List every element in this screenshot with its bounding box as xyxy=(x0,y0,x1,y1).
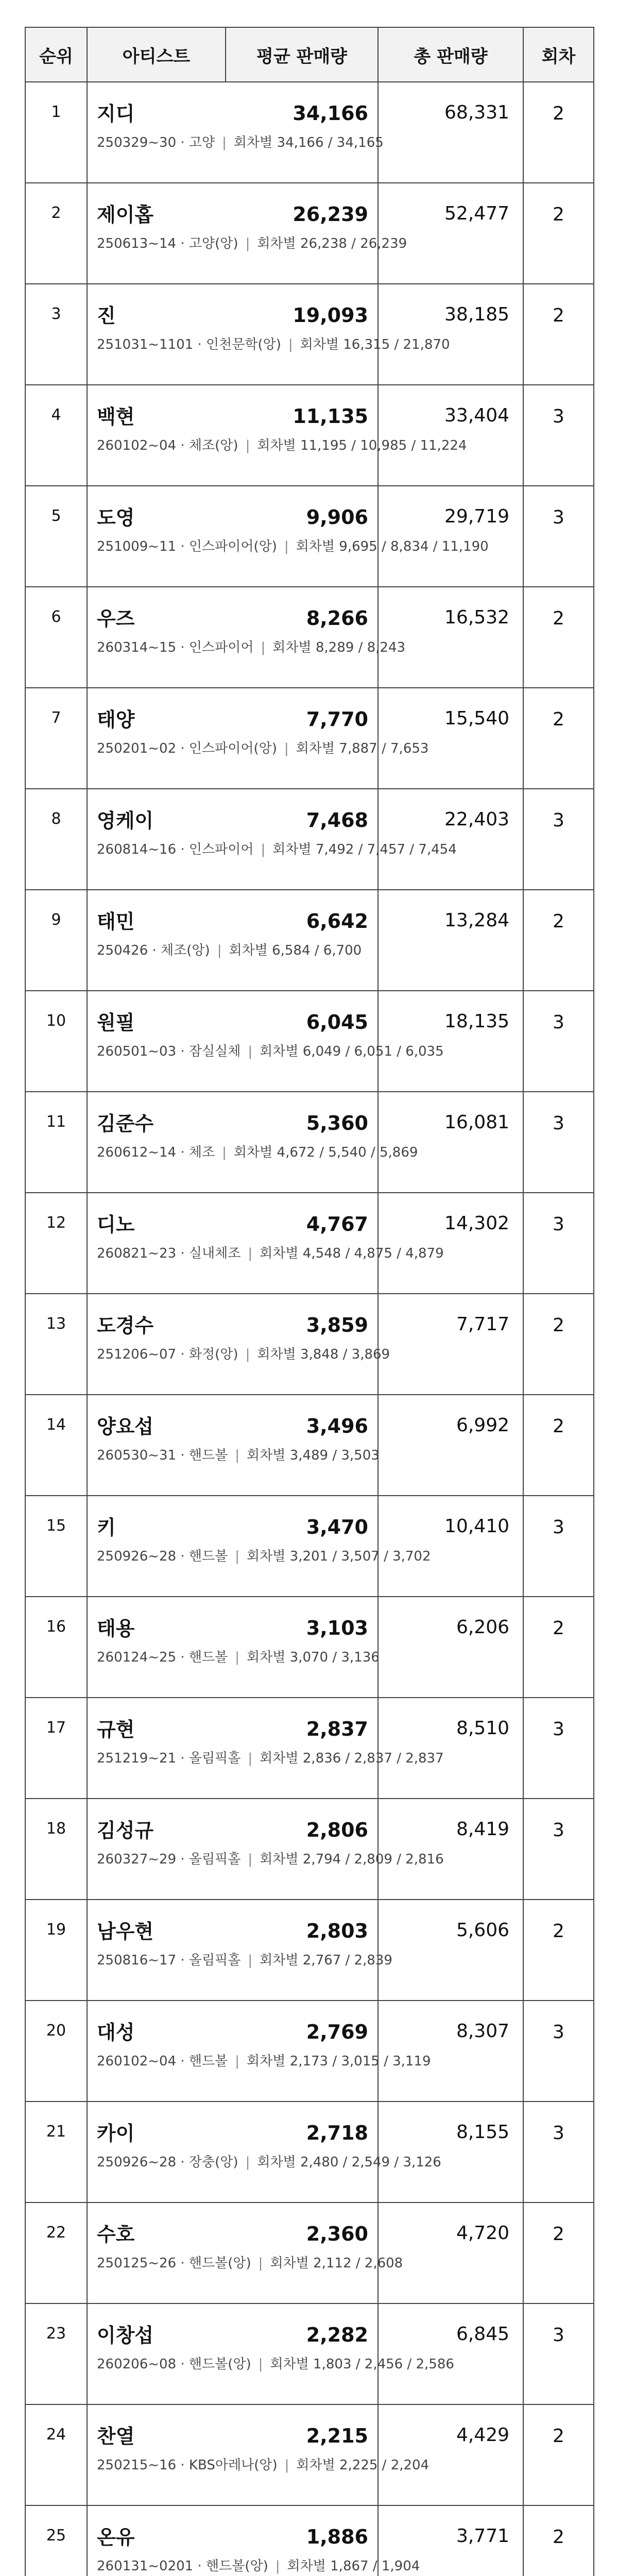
concert-detail xyxy=(97,1445,380,1464)
concert-date-venue: 250201~02 · 인스파이어(앙) xyxy=(97,741,277,756)
rank-cell: 10 xyxy=(25,991,87,1092)
per-show-sales: 회차별 7,492 / 7,457 / 7,454 xyxy=(272,842,457,857)
per-show-sales: 회차별 3,489 / 3,503 xyxy=(247,1448,380,1463)
times-cell: 2 xyxy=(523,1395,594,1496)
detail-separator: | xyxy=(248,1751,253,1766)
avg-sales-cell: 2,837 xyxy=(226,1698,378,1799)
artist-cell xyxy=(87,183,407,284)
artist-name: 김성규 xyxy=(97,1819,154,1842)
avg-sales-cell: 6,642 xyxy=(226,890,378,991)
detail-separator: | xyxy=(284,741,289,756)
times-cell: 3 xyxy=(523,2102,594,2202)
total-sales-cell: 16,081 xyxy=(378,1092,523,1193)
concert-date-venue: 250426 · 체조(앙) xyxy=(97,943,210,958)
detail-separator: | xyxy=(288,337,293,352)
table-row xyxy=(25,1900,594,2001)
per-show-sales: 회차별 6,584 / 6,700 xyxy=(229,943,362,958)
times-cell: 2 xyxy=(523,284,594,385)
rank-cell: 21 xyxy=(25,2102,87,2202)
total-sales-cell: 6,206 xyxy=(378,1597,523,1698)
concert-detail xyxy=(97,2252,403,2272)
rank-cell: 5 xyxy=(25,486,87,587)
concert-detail xyxy=(97,2353,454,2372)
ranking-table xyxy=(25,27,594,2576)
per-show-sales: 회차별 26,238 / 26,239 xyxy=(257,236,407,251)
detail-separator: | xyxy=(245,1347,250,1362)
times-cell: 3 xyxy=(523,2001,594,2102)
times-cell: 3 xyxy=(523,1496,594,1597)
artist-name: 도영 xyxy=(97,506,135,529)
detail-separator: | xyxy=(235,2054,240,2069)
table-row xyxy=(25,2505,594,2576)
rank-cell: 2 xyxy=(25,183,87,284)
detail-separator: | xyxy=(222,1145,227,1160)
rank-cell: 17 xyxy=(25,1698,87,1799)
rank-cell: 1 xyxy=(25,82,87,183)
detail-separator: | xyxy=(248,1852,253,1867)
concert-detail xyxy=(97,2454,429,2473)
artist-name: 진 xyxy=(97,304,116,327)
total-sales-cell: 3,771 xyxy=(378,2505,523,2576)
per-show-sales: 회차별 2,767 / 2,839 xyxy=(260,1953,392,1968)
header-total-sales: 총 판매량 xyxy=(378,27,523,82)
total-sales-cell: 68,331 xyxy=(378,82,523,183)
detail-separator: | xyxy=(248,1953,253,1968)
per-show-sales: 회차별 3,070 / 3,136 xyxy=(247,1650,380,1665)
per-show-sales: 회차별 3,848 / 3,869 xyxy=(257,1347,390,1362)
table-row xyxy=(25,2202,594,2303)
concert-date-venue: 251009~11 · 인스파이어(앙) xyxy=(97,539,277,554)
rank-cell: 20 xyxy=(25,2001,87,2102)
times-cell: 3 xyxy=(523,486,594,587)
avg-sales-cell: 3,470 xyxy=(226,1496,378,1597)
concert-date-venue: 260501~03 · 잠실실체 xyxy=(97,1044,241,1059)
rank-cell: 8 xyxy=(25,789,87,890)
per-show-sales: 회차별 11,195 / 10,985 / 11,224 xyxy=(257,438,467,453)
rank-cell: 7 xyxy=(25,688,87,789)
concert-date-venue: 260131~0201 · 핸드볼(앙) xyxy=(97,2558,268,2574)
avg-sales-cell: 3,103 xyxy=(226,1597,378,1698)
table-row xyxy=(25,2404,594,2505)
per-show-sales: 회차별 7,887 / 7,653 xyxy=(296,741,429,756)
concert-date-venue: 260327~29 · 올림픽홀 xyxy=(97,1852,241,1867)
per-show-sales: 회차별 34,166 / 34,165 xyxy=(233,135,384,150)
artist-name: 이창섭 xyxy=(97,2324,154,2347)
times-cell: 2 xyxy=(523,587,594,688)
times-cell: 3 xyxy=(523,1799,594,1900)
artist-name: 규현 xyxy=(97,1718,135,1741)
avg-sales-cell: 4,767 xyxy=(226,1193,378,1294)
total-sales-cell: 18,135 xyxy=(378,991,523,1092)
detail-separator: | xyxy=(275,2558,280,2574)
concert-detail xyxy=(97,1748,444,1767)
artist-name: 남우현 xyxy=(97,1920,154,1943)
artist-name: 디노 xyxy=(97,1213,135,1236)
table-header xyxy=(25,27,594,82)
concert-date-venue: 251219~21 · 올림픽홀 xyxy=(97,1751,241,1766)
header-rank: 순위 xyxy=(25,27,87,82)
table-row xyxy=(25,1395,594,1496)
concert-detail xyxy=(97,2151,441,2171)
detail-separator: | xyxy=(258,2256,263,2271)
total-sales-cell: 6,845 xyxy=(378,2303,523,2404)
avg-sales-cell: 19,093 xyxy=(226,284,378,385)
artist-name: 원필 xyxy=(97,1011,135,1034)
per-show-sales: 회차별 4,672 / 5,540 / 5,869 xyxy=(233,1145,418,1160)
per-show-sales: 회차별 1,867 / 1,904 xyxy=(287,2558,420,2574)
avg-sales-cell: 2,718 xyxy=(226,2102,378,2202)
avg-sales-cell: 7,468 xyxy=(226,789,378,890)
header-artist: 아티스트 xyxy=(87,27,226,82)
concert-detail xyxy=(97,1344,390,1363)
per-show-sales: 회차별 6,049 / 6,051 / 6,035 xyxy=(260,1044,444,1059)
concert-date-venue: 250926~28 · 장충(앙) xyxy=(97,2155,238,2170)
concert-date-venue: 250816~17 · 올림픽홀 xyxy=(97,1953,241,1968)
concert-date-venue: 260102~04 · 체조(앙) xyxy=(97,438,238,453)
artist-cell xyxy=(87,1698,444,1799)
concert-detail xyxy=(97,1041,444,1060)
artist-name: 온유 xyxy=(97,2526,135,2549)
concert-date-venue: 251031~1101 · 인천문학(앙) xyxy=(97,337,281,352)
concert-detail xyxy=(97,233,407,252)
rank-cell: 22 xyxy=(25,2202,87,2303)
artist-name: 대성 xyxy=(97,2021,135,2044)
total-sales-cell: 22,403 xyxy=(378,789,523,890)
header-times: 회차 xyxy=(523,27,594,82)
concert-date-venue: 260821~23 · 실내체조 xyxy=(97,1246,241,1261)
rank-cell: 23 xyxy=(25,2303,87,2404)
artist-name: 김준수 xyxy=(97,1112,154,1135)
concert-detail xyxy=(97,132,384,151)
artist-name: 우즈 xyxy=(97,607,135,630)
times-cell: 2 xyxy=(523,183,594,284)
concert-detail xyxy=(97,839,457,858)
rank-cell: 18 xyxy=(25,1799,87,1900)
rank-cell: 25 xyxy=(25,2505,87,2576)
times-cell: 2 xyxy=(523,1597,594,1698)
times-cell: 2 xyxy=(523,1294,594,1395)
rank-cell: 13 xyxy=(25,1294,87,1395)
table-row xyxy=(25,991,594,1092)
total-sales-cell: 14,302 xyxy=(378,1193,523,1294)
times-cell: 2 xyxy=(523,82,594,183)
artist-name: 태용 xyxy=(97,1617,135,1640)
concert-detail xyxy=(97,2050,431,2070)
table-row xyxy=(25,1496,594,1597)
times-cell: 3 xyxy=(523,1092,594,1193)
table-row xyxy=(25,1698,594,1799)
detail-separator: | xyxy=(217,943,222,958)
per-show-sales: 회차별 2,480 / 2,549 / 3,126 xyxy=(257,2155,441,2170)
detail-separator: | xyxy=(284,2458,289,2473)
total-sales-cell: 8,307 xyxy=(378,2001,523,2102)
detail-separator: | xyxy=(245,2155,250,2170)
per-show-sales: 회차별 1,803 / 2,456 / 2,586 xyxy=(270,2357,454,2372)
rank-cell: 14 xyxy=(25,1395,87,1496)
artist-name: 영케이 xyxy=(97,809,154,832)
concert-detail xyxy=(97,1647,380,1666)
table-row xyxy=(25,183,594,284)
avg-sales-cell: 9,906 xyxy=(226,486,378,587)
total-sales-cell: 38,185 xyxy=(378,284,523,385)
table-row xyxy=(25,1294,594,1395)
times-cell: 3 xyxy=(523,991,594,1092)
concert-date-venue: 260206~08 · 핸드볼(앙) xyxy=(97,2357,251,2372)
artist-name: 지디 xyxy=(97,103,135,125)
artist-name: 백현 xyxy=(97,405,135,428)
concert-detail xyxy=(97,2555,420,2574)
artist-name: 태양 xyxy=(97,708,135,731)
rank-cell: 12 xyxy=(25,1193,87,1294)
avg-sales-cell: 6,045 xyxy=(226,991,378,1092)
times-cell: 2 xyxy=(523,688,594,789)
avg-sales-cell: 1,886 xyxy=(226,2505,378,2576)
detail-separator: | xyxy=(248,1246,253,1261)
avg-sales-cell: 2,803 xyxy=(226,1900,378,2001)
concert-date-venue: 260612~14 · 체조 xyxy=(97,1145,215,1160)
times-cell: 2 xyxy=(523,890,594,991)
rank-cell: 6 xyxy=(25,587,87,688)
header-avg-sales: 평균 판매량 xyxy=(226,27,378,82)
artist-name: 카이 xyxy=(97,2122,135,2145)
rank-cell: 19 xyxy=(25,1900,87,2001)
table-body xyxy=(25,82,594,2576)
artist-cell xyxy=(87,82,384,183)
detail-separator: | xyxy=(258,2357,263,2372)
times-cell: 3 xyxy=(523,385,594,486)
times-cell: 3 xyxy=(523,1193,594,1294)
rank-cell: 15 xyxy=(25,1496,87,1597)
table-row xyxy=(25,385,594,486)
concert-date-venue: 250329~30 · 고양 xyxy=(97,135,215,150)
per-show-sales: 회차별 8,289 / 8,243 xyxy=(272,640,406,655)
avg-sales-cell: 26,239 xyxy=(226,183,378,284)
table-row xyxy=(25,890,594,991)
total-sales-cell: 7,717 xyxy=(378,1294,523,1395)
avg-sales-cell: 34,166 xyxy=(226,82,378,183)
total-sales-cell: 52,477 xyxy=(378,183,523,284)
detail-separator: | xyxy=(245,438,250,453)
concert-detail xyxy=(97,1142,418,1161)
table-row xyxy=(25,1597,594,1698)
total-sales-cell: 8,155 xyxy=(378,2102,523,2202)
concert-detail xyxy=(97,435,467,454)
avg-sales-cell: 2,360 xyxy=(226,2202,378,2303)
table-row xyxy=(25,1092,594,1193)
per-show-sales: 회차별 2,173 / 3,015 / 3,119 xyxy=(247,2054,431,2069)
artist-name: 찬열 xyxy=(97,2425,135,2448)
concert-detail xyxy=(97,940,362,959)
total-sales-cell: 5,606 xyxy=(378,1900,523,2001)
total-sales-cell: 6,992 xyxy=(378,1395,523,1496)
artist-name: 수호 xyxy=(97,2223,135,2246)
concert-date-venue: 260314~15 · 인스파이어 xyxy=(97,640,254,655)
total-sales-cell: 13,284 xyxy=(378,890,523,991)
table-row xyxy=(25,1193,594,1294)
times-cell: 2 xyxy=(523,2202,594,2303)
avg-sales-cell: 7,770 xyxy=(226,688,378,789)
total-sales-cell: 15,540 xyxy=(378,688,523,789)
total-sales-cell: 29,719 xyxy=(378,486,523,587)
total-sales-cell: 8,419 xyxy=(378,1799,523,1900)
artist-name: 양요섭 xyxy=(97,1415,154,1438)
rank-cell: 9 xyxy=(25,890,87,991)
detail-separator: | xyxy=(248,1044,253,1059)
avg-sales-cell: 8,266 xyxy=(226,587,378,688)
avg-sales-cell: 5,360 xyxy=(226,1092,378,1193)
detail-separator: | xyxy=(245,236,250,251)
artist-name: 태민 xyxy=(97,910,135,933)
total-sales-cell: 4,429 xyxy=(378,2404,523,2505)
rank-cell: 11 xyxy=(25,1092,87,1193)
table-row xyxy=(25,688,594,789)
concert-date-venue: 250613~14 · 고양(앙) xyxy=(97,236,238,251)
per-show-sales: 회차별 2,225 / 2,204 xyxy=(296,2458,430,2473)
detail-separator: | xyxy=(222,135,227,150)
table-row xyxy=(25,1799,594,1900)
rank-cell: 4 xyxy=(25,385,87,486)
concert-detail xyxy=(97,637,405,656)
concert-detail xyxy=(97,738,428,757)
total-sales-cell: 33,404 xyxy=(378,385,523,486)
total-sales-cell: 4,720 xyxy=(378,2202,523,2303)
concert-date-venue: 250926~28 · 핸드볼 xyxy=(97,1549,228,1564)
table-row xyxy=(25,2001,594,2102)
detail-separator: | xyxy=(235,1650,240,1665)
concert-date-venue: 260530~31 · 핸드볼 xyxy=(97,1448,228,1463)
concert-date-venue: 260814~16 · 인스파이어 xyxy=(97,842,254,857)
detail-separator: | xyxy=(261,842,266,857)
times-cell: 2 xyxy=(523,2505,594,2576)
table-row xyxy=(25,587,594,688)
total-sales-cell: 10,410 xyxy=(378,1496,523,1597)
table-row xyxy=(25,284,594,385)
avg-sales-cell: 3,859 xyxy=(226,1294,378,1395)
per-show-sales: 회차별 3,201 / 3,507 / 3,702 xyxy=(247,1549,431,1564)
rank-cell: 16 xyxy=(25,1597,87,1698)
concert-detail xyxy=(97,536,489,555)
table-row xyxy=(25,82,594,183)
concert-date-venue: 250215~16 · KBS아레나(앙) xyxy=(97,2458,278,2473)
per-show-sales: 회차별 2,836 / 2,837 / 2,837 xyxy=(260,1751,444,1766)
per-show-sales: 회차별 4,548 / 4,875 / 4,879 xyxy=(260,1246,444,1261)
times-cell: 3 xyxy=(523,789,594,890)
artist-name: 도경수 xyxy=(97,1314,154,1337)
per-show-sales: 회차별 9,695 / 8,834 / 11,190 xyxy=(296,539,489,554)
avg-sales-cell: 2,215 xyxy=(226,2404,378,2505)
concert-detail xyxy=(97,1243,444,1262)
avg-sales-cell: 3,496 xyxy=(226,1395,378,1496)
table-row xyxy=(25,486,594,587)
concert-detail xyxy=(97,1950,392,1969)
table-row xyxy=(25,2102,594,2202)
times-cell: 2 xyxy=(523,2404,594,2505)
artist-name: 제이홉 xyxy=(97,204,154,226)
concert-date-venue: 251206~07 · 화정(앙) xyxy=(97,1347,238,1362)
concert-date-venue: 260102~04 · 핸드볼 xyxy=(97,2054,228,2069)
avg-sales-cell: 2,806 xyxy=(226,1799,378,1900)
rank-cell: 3 xyxy=(25,284,87,385)
concert-detail xyxy=(97,334,450,353)
times-cell: 3 xyxy=(523,1698,594,1799)
avg-sales-cell: 2,282 xyxy=(226,2303,378,2404)
concert-detail xyxy=(97,1546,431,1565)
table-row xyxy=(25,2303,594,2404)
concert-detail xyxy=(97,1849,444,1868)
artist-name: 키 xyxy=(97,1516,116,1539)
per-show-sales: 회차별 2,112 / 2,608 xyxy=(270,2256,403,2271)
total-sales-cell: 8,510 xyxy=(378,1698,523,1799)
detail-separator: | xyxy=(235,1549,240,1564)
detail-separator: | xyxy=(284,539,289,554)
detail-separator: | xyxy=(261,640,266,655)
per-show-sales: 회차별 16,315 / 21,870 xyxy=(300,337,450,352)
total-sales-cell: 16,532 xyxy=(378,587,523,688)
avg-sales-cell: 11,135 xyxy=(226,385,378,486)
per-show-sales: 회차별 2,794 / 2,809 / 2,816 xyxy=(260,1852,444,1867)
times-cell: 3 xyxy=(523,2303,594,2404)
rank-cell: 24 xyxy=(25,2404,87,2505)
avg-sales-cell: 2,769 xyxy=(226,2001,378,2102)
table-row xyxy=(25,789,594,890)
concert-date-venue: 260124~25 · 핸드볼 xyxy=(97,1650,228,1665)
concert-date-venue: 250125~26 · 핸드볼(앙) xyxy=(97,2256,251,2271)
times-cell: 2 xyxy=(523,1900,594,2001)
detail-separator: | xyxy=(235,1448,240,1463)
